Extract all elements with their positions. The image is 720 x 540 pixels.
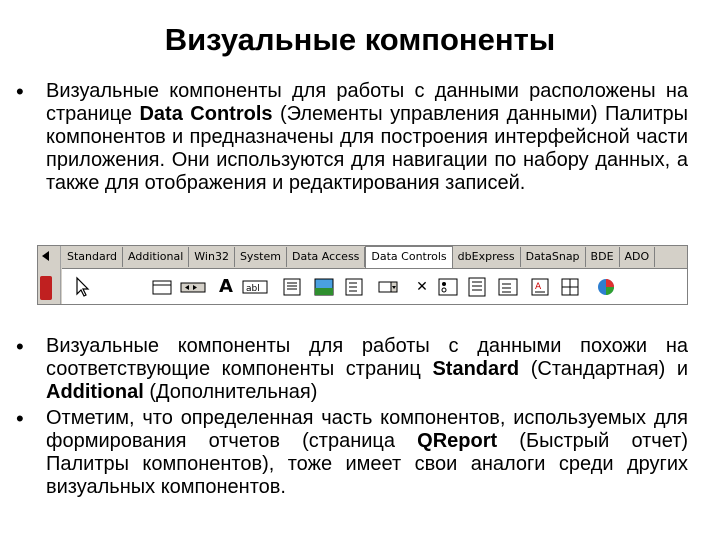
component-palette: [37, 245, 688, 305]
tab-additional[interactable]: Additional: [123, 247, 189, 267]
text-run: (Элементы управления данными) Палитры компонентов и предназначены для построения интерфейсной части приложения. Они используются для навигации по набору данных, а также для отображения и редактирования записей.: [46, 103, 689, 194]
tab-datasnap[interactable]: DataSnap: [521, 247, 586, 267]
arrow-pointer-icon[interactable]: [70, 275, 94, 299]
dbtext-icon[interactable]: A: [219, 276, 233, 297]
text-run: (Быстрый отчет) Палитры компонентов), тоже имеет свои аналоги среди других визуальных компонентов.: [46, 430, 688, 498]
text-run: Отметим, что определенная часть компонентов, используемых для формирования отчетов (страница: [46, 407, 688, 452]
svg-text:abl: abl: [246, 284, 260, 294]
dbrichedit-icon[interactable]: [528, 275, 552, 299]
tab-data-controls[interactable]: Data Controls: [365, 246, 452, 269]
dblookuplistbox-icon[interactable]: [466, 275, 490, 299]
bullet-dot: •: [16, 79, 24, 104]
tab-bde[interactable]: BDE: [586, 247, 620, 267]
palette-scroll-area[interactable]: [38, 246, 61, 304]
text-run: (Стандартная) и: [519, 358, 688, 380]
bullet-dot: •: [16, 406, 24, 431]
tab-data-access[interactable]: Data Access: [287, 247, 365, 267]
bullet-1: [16, 80, 688, 195]
bullet-1-text: [46, 80, 688, 195]
dbradiogroup-icon[interactable]: [436, 275, 460, 299]
bullet-2: [16, 335, 688, 404]
dbnavigator-icon[interactable]: [180, 275, 204, 299]
bold-run: Data Controls: [139, 103, 273, 125]
bullet-3: [16, 407, 688, 499]
dblistbox-icon[interactable]: [342, 275, 366, 299]
tab-standard[interactable]: Standard: [62, 247, 123, 267]
palette-icon-row: [62, 268, 687, 305]
tab-system[interactable]: System: [235, 247, 287, 267]
dbcombobox-icon[interactable]: [376, 275, 400, 299]
dblookupcombobox-icon[interactable]: [496, 275, 520, 299]
dbgrid-icon[interactable]: [150, 275, 174, 299]
bold-run: Standard: [432, 358, 520, 380]
scroll-left-icon[interactable]: [42, 251, 49, 261]
palette-tabs: [62, 247, 687, 267]
bold-run: Additional: [46, 381, 144, 403]
bullet-dot: •: [16, 334, 24, 359]
dbedit-icon[interactable]: [242, 275, 266, 299]
svg-text:A: A: [535, 282, 542, 292]
dbimage-icon[interactable]: [312, 275, 336, 299]
text-run: Визуальные компоненты для работы с данными похожи на соответствующие компоненты страниц: [46, 335, 688, 380]
bold-run: QReport: [417, 430, 498, 452]
tab-win32[interactable]: Win32: [189, 247, 235, 267]
bullet-3-text: [46, 407, 688, 499]
dbcheckbox-icon[interactable]: ✕: [416, 279, 428, 295]
tab-dbexpress[interactable]: dbExpress: [453, 247, 521, 267]
bullet-2-text: [46, 335, 688, 404]
dbchart-icon[interactable]: [594, 275, 618, 299]
palette-marker-icon: [40, 276, 52, 300]
dbctrlgrid-icon[interactable]: [558, 275, 582, 299]
text-run: Визуальные компоненты для работы с данными расположены на странице: [46, 80, 688, 125]
text-run: (Дополнительная): [143, 381, 318, 403]
dbmemo-icon[interactable]: [280, 275, 304, 299]
slide-title: Визуальные компоненты: [164, 22, 556, 57]
tab-ado[interactable]: ADO: [620, 247, 656, 267]
